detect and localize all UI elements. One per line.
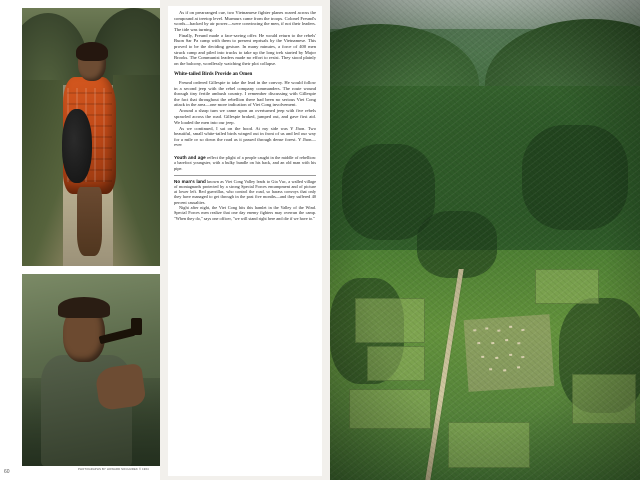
- caption-divider: [174, 175, 316, 176]
- aerial-rice-field: [349, 389, 432, 429]
- camp-hut: [504, 369, 507, 371]
- camp-hut: [496, 356, 499, 358]
- photo-roadside-left: [22, 80, 63, 266]
- aerial-special-forces-camp: [464, 314, 555, 392]
- caption-text-2: Night after night, the Viet Cong hits this hamlet in the Valley of the Wind. Special Forces men realize that one day enemy fighters may overrun the camp. "When they do," says one officer, "we will stand right here and die if we have to.": [174, 205, 316, 221]
- aerial-rice-field: [448, 422, 531, 467]
- left-photo-column: [0, 0, 160, 480]
- camp-hut: [505, 339, 508, 341]
- article-paragraph: As we continued, I sat on the hood. At my side was Y Jhon. Two beautiful, small white-tailed birds winged out in front of us and led our way for a mile or so down the road as it passed through dense forest. Y Jhon—ever: [174, 125, 316, 148]
- photo-aerial-gia-vuc-valley: [330, 0, 640, 480]
- camp-hut: [521, 329, 524, 331]
- caption-text: [174, 179, 316, 205]
- article-subhead: White-tailed Birds Provide an Omen: [174, 72, 253, 78]
- camp-hut: [473, 329, 476, 331]
- caption-lead: No man's land: [174, 178, 206, 184]
- camp-hut: [485, 327, 488, 329]
- caption-body: known as Viet Cong Valley leads to Gia Vuc, a walled village of montagnards protected by a strong Special Forces encampment and of picture at lower left. Red guerrillas, who control the road, so harass convoys that only they have managed to get through in the past five months—and they suffered 40 percent casualties.: [174, 178, 317, 205]
- caption-text: [174, 155, 316, 171]
- photo-old-man-with-pipe: [22, 274, 160, 466]
- pipe-bowl: [131, 318, 142, 335]
- article-paragraph: Freund ordered Gillespie to take the lead in the convoy. He would follow in a second jeep with the rebel company commanders. The route wound through tiny fertile ambush country. I remember discussing with Gillespie the fact that throughout the rebellion there had been no serious Viet Cong attack in the area—one more indication of Viet Cong involvement.: [174, 79, 316, 108]
- camp-hut: [522, 356, 525, 358]
- camp-hut: [509, 326, 512, 328]
- aerial-rice-field: [572, 374, 636, 424]
- camp-hut: [509, 353, 512, 355]
- article-paragraph: Finally, Freund made a face-saving offer. He would return to the rebels' Buon Sar Pa camp with them to present reprisals by the Vietnamese. This proved to be the deciding gesture. In many minutes, a force of 400 men struck camp and piled into trucks to take up the long trek started by Major Brooks. The Communist leaders made no effort to resist. They stood plainly on the balcony, wordlessly watching their plot collapse.: [174, 32, 316, 66]
- camp-hut: [482, 356, 485, 358]
- camp-hut: [517, 366, 520, 368]
- child-hair: [76, 42, 108, 62]
- camp-hut: [478, 342, 481, 344]
- aerial-rice-field: [355, 298, 425, 343]
- caption-body: reflect the plight of a people caught in the middle of rebellion: a barefoot youngster, with a bulky bundle on his back, and an old man with his pipe.: [174, 155, 316, 171]
- camp-hut: [517, 342, 520, 344]
- child-figure: [59, 44, 122, 261]
- caption-lead: Youth and age: [174, 155, 206, 161]
- man-hair: [58, 297, 110, 318]
- article-paragraph: As if on prearranged cue, two Vietnamese fighter planes roared across the compound at treetop level. Murmurs came from the troops. Colonel Freund's words—backed by air power—were convincing the men, if not their leaders. The tide was turning.: [174, 10, 316, 32]
- caption-youth-and-age: [174, 155, 316, 171]
- aerial-rice-field: [367, 346, 425, 382]
- article-paragraph: Around a sharp turn we came upon an overturned jeep with five rebels sprawled across the road. Gillespie braked, jumped out, and gave first aid. We loaded the men into our jeep.: [174, 108, 316, 125]
- man-arm: [94, 363, 146, 411]
- child-legs: [77, 187, 102, 256]
- camp-hut: [497, 329, 500, 331]
- photo-barefoot-child: [22, 8, 160, 266]
- aerial-forest-patch: [417, 211, 498, 278]
- page-number: 60: [4, 469, 10, 475]
- caption-no-mans-land: [174, 179, 316, 221]
- child-bundle: [62, 109, 92, 183]
- photo-credit: PHOTOGRAPHS BY HOWARD SOCHUREK © 1964: [78, 468, 149, 471]
- camp-hut: [491, 342, 494, 344]
- aerial-forest-patch: [522, 125, 627, 231]
- camp-hut: [490, 368, 493, 370]
- aerial-rice-field: [535, 269, 599, 305]
- article-text-column: [168, 6, 322, 476]
